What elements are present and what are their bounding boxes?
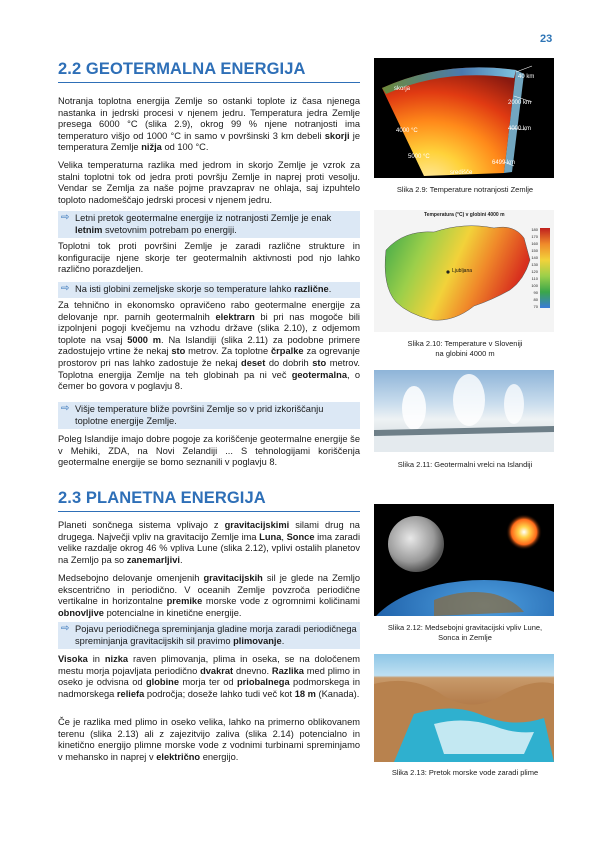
moon-sun-earth-illustration [374,504,554,616]
label-depth-2000: 2000 km [508,100,532,106]
note-text: Pojavu periodičnega spreminjanja gladine morja zaradi periodičnega spreminjanja gravitacijskih sil pravimo plimovanje. [75,624,357,646]
arrow-icon: ⇨ [61,283,70,294]
paragraph-planets: Planeti sončnega sistema vplivajo z gravitacijskimi silami drug na drugega. Največji vpliv na gravitacijo Zemlje ima Luna, Sonce ima zaradi velike razdalje okrog 46 % vpliva Lune (slika 2.12), vplivi ostalih planetov na Zemljo pa so zanemarljivi. [58,520,361,565]
paragraph-distribution: Toplotni tok proti površini Zemlje je zaradi različne strukture in konfiguracije njene skorje ter geotermalnih aktivnosti pod njo lahko različno porazdeljen. [58,241,360,275]
label-depth-6499: 6499 km [492,160,516,166]
figure-iceland-springs [374,370,554,452]
page-number: 23 [540,33,553,45]
note-text: Višje temperature bliže površini Zemlje so v prid izkoriščanju toplotne energije Zemlje. [75,404,324,426]
map-color-scale [540,228,550,308]
note-same-depth [58,282,360,298]
paragraph-tides: Medsebojno delovanje omenjenih gravitacijskih sil je glede na Zemljo ekscentrično in periodično. V oceanih Zemlje povzroča periodične vertikalne in horizontalne premike morske vode z ogromnimi količinami obnovljive potencialne in kinetične energije. [58,573,360,618]
note-text: Na isti globini zemeljske skorje so temperature lahko različne. [75,284,332,294]
paragraph-economics: Za tehnično in ekonomsko opravičeno rabo geotermalne energije za delovanje npr. parnih geotermalnih elektrarn bi pri nas mogoče bili izpolnjeni pogoji kvečjemu na vzhodu države (slika 2.10), z odjemom toplote na vsaj 5000 m. Na Islandiji (slika 2.11) za podobne primere zadostujejo vrtine že nekaj sto metrov. Za toplotne črpalke za ogrevanje prostorov pri nas lahko zadostuje že nekaj deset do dobrih sto metrov. Toplotna energija Zemlje na teh globinah pa ni več geotermalna, o čemer bo govora v poglavju 8. [58,300,361,392]
paragraph-intro: Notranja toplotna energija Zemlje so ostanki toplote iz časa njenega nastanka in jedrski procesi v njenem jedru. Temperatura jedra Zemlje presega 6000 °C (slika 2.9), okrog 99 % njene notranjosti ima temperaturo višjo od 1000 °C in samo v površinski 3 km debeli skorji je temperatura Zemlje nižja od 100 °C. [58,96,360,153]
arrow-icon: ⇨ [61,212,70,223]
figure-slovenia-map [374,210,554,332]
section-title-planetary: 2.3 PLANETNA ENERGIJA [58,489,266,508]
figure-earth-interior [374,58,554,178]
map-scale-tick: 90 [533,290,538,295]
caption-fig-2-10: Slika 2.10: Temperature v Sloveniji na globini 4000 m [407,339,523,358]
label-temp-4000: 4000 °C [396,128,418,134]
figure-moon-sun-earth [374,504,554,616]
label-depth-4000: 4000 km [508,126,532,132]
caption-fig-2-11: Slika 2.11: Geotermalni vrelci na Islandiji [397,460,533,469]
map-scale-labels [531,226,538,310]
paragraph-high-low: Visoka in nizka raven plimovanja, plima in oseka, se na določenem mestu morja pojavljata periodično dvakrat dnevno. Razlika med plimo in oseko je odvisna od globine morja ter od priobalnega podmorskega in nadmorskega reliefa področja; doseže lahko tudi več kot 18 m (Kanada). [58,654,361,699]
map-city-label: Ljubljana [452,268,473,274]
map-title: Temperatura (°C) v globini 4000 m [424,212,505,218]
map-scale-tick: 180 [531,227,538,232]
arrow-icon: ⇨ [61,403,70,414]
map-scale-tick: 170 [531,234,538,239]
caption-fig-2-12: Slika 2.12: Medsebojni gravitacijski vpliv Lune, Sonca in Zemlje [387,623,543,642]
map-scale-tick: 160 [531,241,538,246]
tidal-flow-photo [374,654,554,762]
paragraph-heat-flow: Velika temperaturna razlika med jedrom in skorjo Zemlje je vzrok za stalni toplotni tok od jedra proti površju Zemlje in naprej proti vesolju. Vendar se Zemlja za naše pojme pravzaprav ne ohlaja, saj izpuhtelo toploto nadomeščajo jedrski procesi v njenem jedru. [58,160,360,205]
label-temp-5000: 5000 °C [408,154,430,160]
arrow-icon: ⇨ [61,623,70,634]
note-text: Letni pretok geotermalne energije iz notranjosti Zemlje je enak letnim svetovnim potrebam po energiji. [75,213,332,235]
map-scale-tick: 120 [531,269,538,274]
note-tides-definition [58,622,360,649]
paragraph-countries: Poleg Islandije imajo dobre pogoje za koriščenje geotermalne energije še v Mehiki, ZDA, na Novi Zelandiji ... S tehnologijami koriščenja geotermalne energije se bomo seznanili v poglavju 8. [58,434,360,468]
note-higher-temperatures [58,402,360,429]
map-scale-tick: 150 [531,248,538,253]
label-center: središče [450,170,473,176]
map-scale-tick: 70 [533,304,538,309]
caption-fig-2-13: Slika 2.13: Pretok morske vode zaradi plime [391,768,539,777]
map-scale-tick: 80 [533,297,538,302]
caption-fig-2-9: Slika 2.9: Temperature notranjosti Zemlje [396,185,534,194]
note-annual-flow [58,211,360,238]
iceland-photo [374,370,554,452]
label-depth-40: 40 km [518,74,535,80]
map-scale-tick: 130 [531,262,538,267]
paragraph-tidal-energy: Če je razlika med plimo in oseko velika, lahko na primerno oblikovanem terenu (slika 2.13) ali z zajezitvijo zaliva (slika 2.14) potencialno in kinetično energijo plimne morske vode z vodnimi turbinami spreminjamo v mehansko in naprej v električno energijo. [58,717,360,762]
map-scale-tick: 140 [531,255,538,260]
figure-tidal-flow [374,654,554,762]
map-scale-tick: 100 [531,283,538,288]
map-scale-tick: 110 [531,276,538,281]
section-title-geothermal: 2.2 GEOTERMALNA ENERGIJA [58,60,306,79]
label-crust: skorja [394,86,411,92]
